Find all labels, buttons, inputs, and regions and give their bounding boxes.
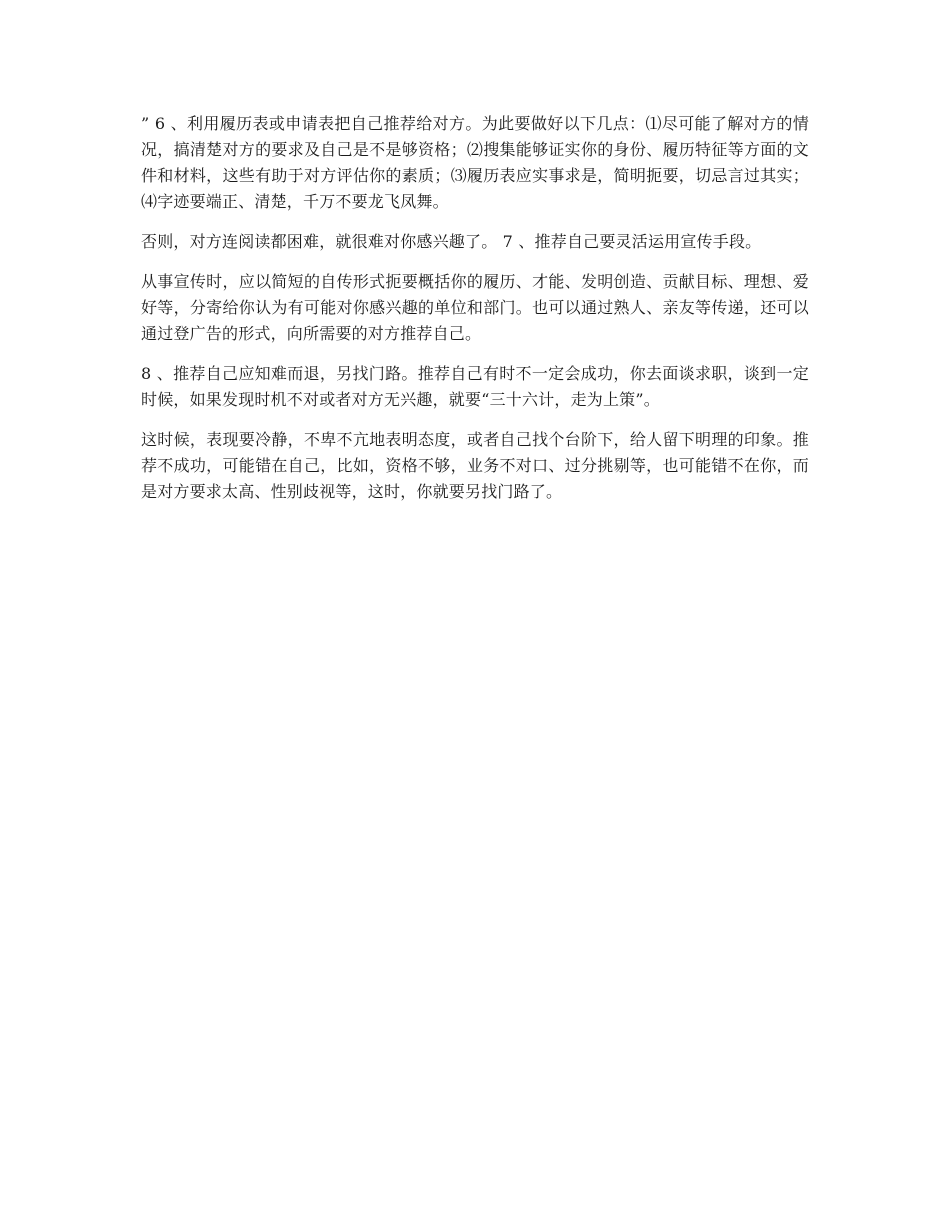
paragraph-3: 从事宣传时，应以简短的自传形式扼要概括你的履历、才能、发明创造、贡献目标、理想、爱好等，分寄给你认为有可能对你感兴趣的单位和部门。也可以通过熟人、亲友等传递，还可以通过登广告的形式，向所需要的对方推荐自己。 xyxy=(141,272,809,343)
document-body xyxy=(141,111,809,519)
paragraph-4: 8 、推荐自己应知难而退，另找门路。推荐自己有时不一定会成功，你去面谈求职，谈到一定时候，如果发现时机不对或者对方无兴趣，就要“三十六计，走为上策”。 xyxy=(141,364,809,409)
paragraph-2: 否则，对方连阅读都困难，就很难对你感兴趣了。 7 、推荐自己要灵活运用宣传手段。 xyxy=(141,232,762,251)
paragraph-1: ” 6 、利用履历表或申请表把自己推荐给对方。为此要做好以下几点：⑴尽可能了解对方的情况，搞清楚对方的要求及自己是不是够资格；⑵搜集能够证实你的身份、履历特征等方面的文件和材料，这些有助于对方评估你的素质；⑶履历表应实事求是，简明扼要，切忌言过其实；⑷字迹要端正、清楚，千万不要龙飞凤舞。 xyxy=(141,114,809,211)
paragraph-5: 这时候，表现要冷静，不卑不亢地表明态度，或者自己找个台阶下，给人留下明理的印象。推荐不成功，可能错在自己，比如，资格不够，业务不对口、过分挑剔等，也可能错不在你，而是对方要求太高、性别歧视等，这时，你就要另找门路了。 xyxy=(141,430,809,501)
